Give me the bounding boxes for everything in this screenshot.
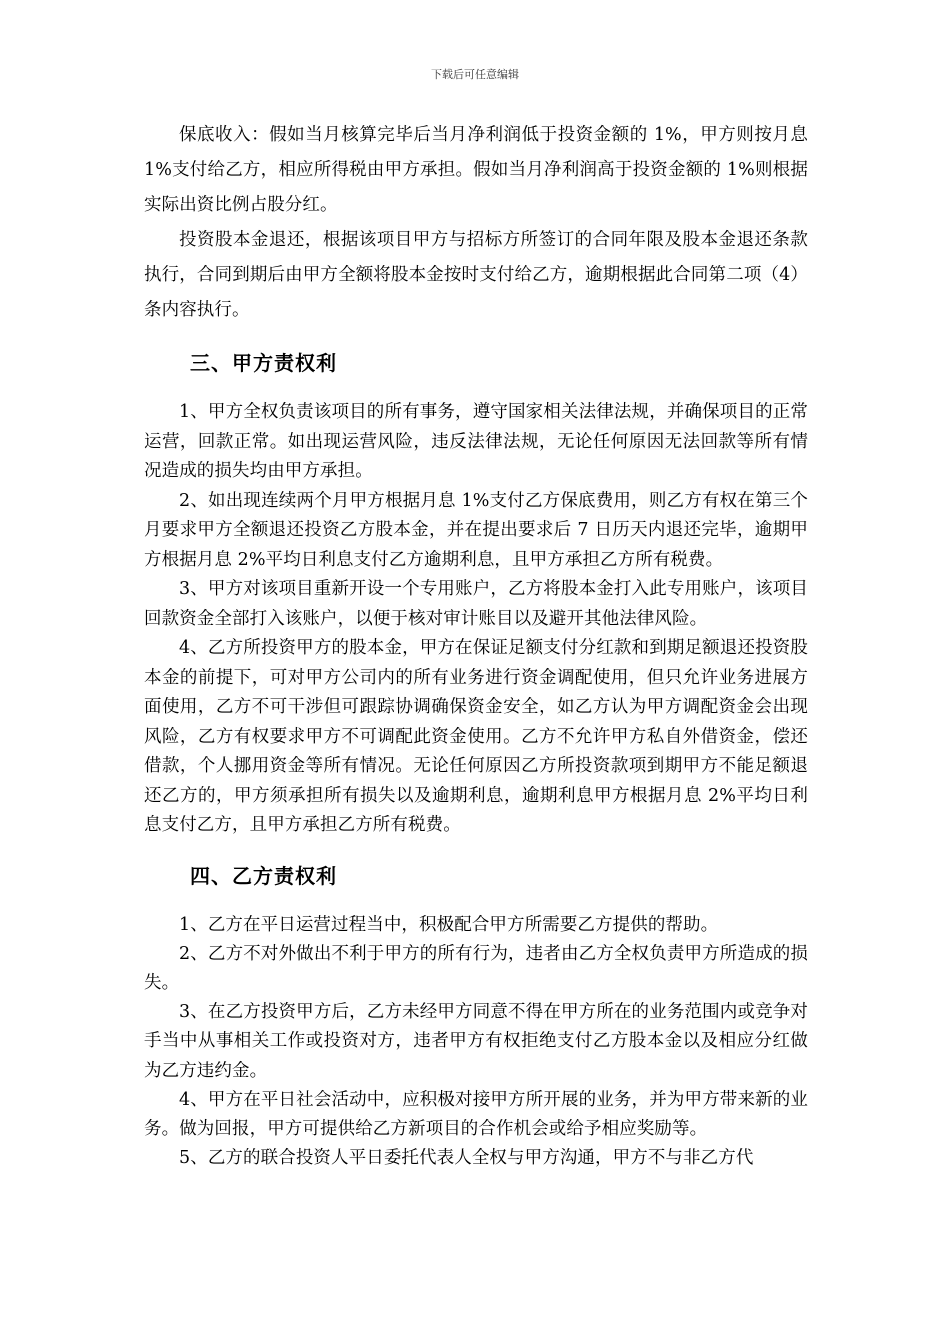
paragraph: 2、乙方不对外做出不利于甲方的所有行为，违者由乙方全权负责甲方所造成的损失。 [144,943,808,993]
section-intro [144,118,808,328]
paragraph: 保底收入：假如当月核算完毕后当月净利润低于投资金额的 1%，甲方则按月息 1%支付给乙方，相应所得税由甲方承担。假如当月净利润高于投资金额的 1%则根据实际出资比例占股分红。 [144,125,808,215]
section-party-b-rights [144,911,808,1174]
page-header: 下载后可任意编辑 [431,68,519,81]
paragraph: 3、甲方对该项目重新开设一个专用账户，乙方将股本金打入此专用账户，该项目回款资金全部打入该账户，以便于核对审计账目以及避开其他法律风险。 [144,579,808,629]
section-heading-party-a: 三、甲方责权利 [190,351,337,375]
paragraph: 1、甲方全权负责该项目的所有事务，遵守国家相关法律法规，并确保项目的正常运营，回款正常。如出现运营风险，违反法律法规，无论任何原因无法回款等所有情况造成的损失均由甲方承担。 [144,402,808,481]
paragraph: 4、乙方所投资甲方的股本金，甲方在保证足额支付分红款和到期足额退还投资股本金的前提下，可对甲方公司内的所有业务进行资金调配使用，但只允许业务进展方面使用，乙方不可干涉但可跟踪协调确保资金安全，如乙方认为甲方调配资金会出现风险，乙方有权要求甲方不可调配此资金使用。乙方不允许甲方私自外借资金，偿还借款，个人挪用资金等所有情况。无论任何原因乙方所投资款项到期甲方不能足额退还乙方的，甲方须承担所有损失以及逾期利息，逾期利息甲方根据月息 2%平均日利息支付乙方，且甲方承担乙方所有税费。 [144,638,808,835]
document-body [144,118,808,1173]
paragraph: 投资股本金退还，根据该项目甲方与招标方所签订的合同年限及股本金退还条款执行，合同到期后由甲方全额将股本金按时支付给乙方，逾期根据此合同第二项（4）条内容执行。 [144,230,808,320]
paragraph: 4、甲方在平日社会活动中，应积极对接甲方所开展的业务，并为甲方带来新的业务。做为回报，甲方可提供给乙方新项目的合作机会或给予相应奖励等。 [144,1089,808,1139]
section-heading-party-b: 四、乙方责权利 [190,863,337,888]
section-party-a-rights [144,398,808,841]
paragraph: 1、乙方在平日运营过程当中，积极配合甲方所需要乙方提供的帮助。 [179,914,719,935]
paragraph: 5、乙方的联合投资人平日委托代表人全权与甲方沟通，甲方不与非乙方代 [179,1148,754,1169]
paragraph: 3、在乙方投资甲方后，乙方未经甲方同意不得在甲方所在的业务范围内或竞争对手当中从事相关工作或投资对方，违者甲方有权拒绝支付乙方股本金以及相应分红做为乙方违约金。 [144,1002,808,1081]
paragraph: 2、如出现连续两个月甲方根据月息 1%支付乙方保底费用，则乙方有权在第三个月要求甲方全额退还投资乙方股本金，并在提出要求后 7 日历天内退还完毕，逾期甲方根据月息 2%平均日利息支付乙方逾期利息，且甲方承担乙方所有税费。 [144,490,808,570]
